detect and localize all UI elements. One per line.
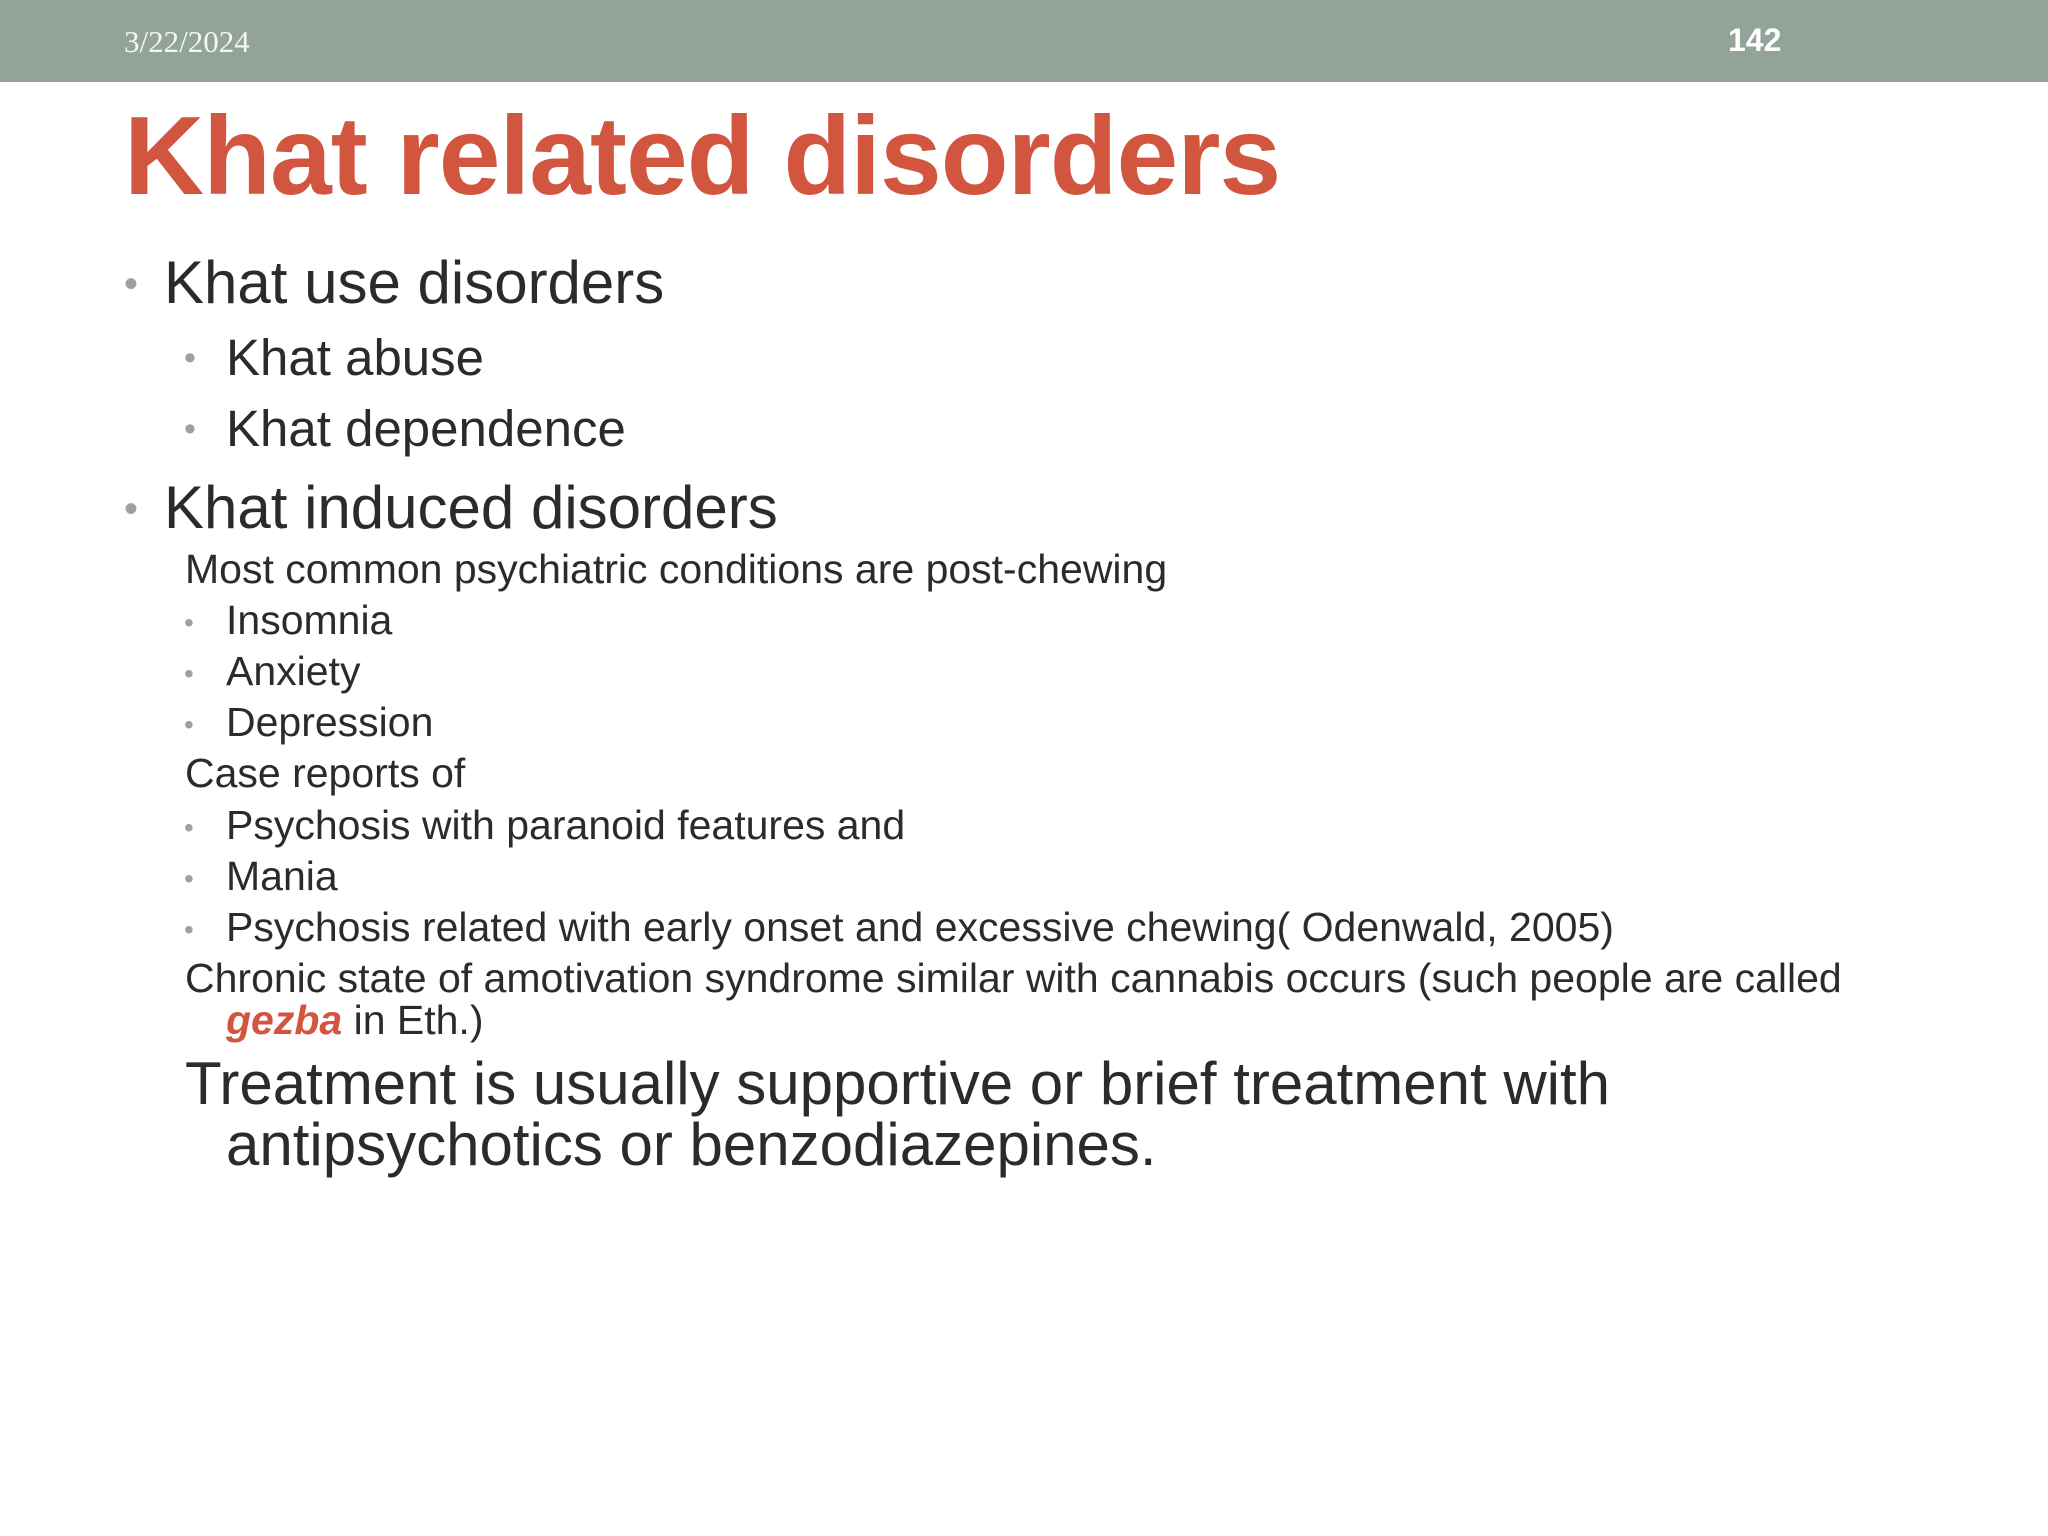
induced-disorders-heading: Khat induced disorders (164, 474, 778, 541)
bullet-dot: • (184, 863, 194, 894)
bullet-dot: • (184, 607, 194, 638)
case-reports-intro: Case reports of (185, 750, 466, 796)
induced-intro-text: Most common psychiatric conditions are post-chewing (185, 546, 1168, 592)
list-item-insomnia: Insomnia (226, 597, 393, 643)
bullet-dot: • (124, 262, 139, 306)
bullet-dot: • (124, 487, 139, 531)
treatment-text-continuation: antipsychotics or benzodiazepines. (226, 1111, 1157, 1178)
bullet-dot: • (184, 709, 194, 740)
gezba-term: gezba (226, 997, 343, 1043)
slide-number: 142 (1728, 22, 1782, 58)
chronic-state-continuation (226, 997, 483, 1044)
slide-title: Khat related disorders (124, 94, 1281, 218)
chronic-state-text: Chronic state of amotivation syndrome similar with cannabis occurs (such people are called (185, 955, 1842, 1001)
treatment-text: Treatment is usually supportive or brief treatment with (185, 1050, 1611, 1117)
bullet-dot: • (184, 914, 194, 945)
chronic-state-suffix: in Eth.) (342, 997, 484, 1043)
list-item-depression: Depression (226, 699, 434, 745)
bullet-dot: • (184, 410, 196, 448)
slide-date: 3/22/2024 (124, 24, 250, 59)
bullet-dot: • (184, 339, 196, 377)
header-bar (0, 0, 2048, 82)
bullet-dot: • (184, 658, 194, 689)
list-item-anxiety: Anxiety (226, 648, 361, 694)
bullet-dot: • (184, 812, 194, 843)
list-item-mania: Mania (226, 853, 338, 899)
list-item-khat-abuse: Khat abuse (226, 329, 485, 386)
use-disorders-heading: Khat use disorders (164, 249, 665, 316)
list-item-psychosis-paranoid: Psychosis with paranoid features and (226, 802, 906, 848)
list-item-khat-dependence: Khat dependence (226, 400, 626, 457)
list-item-psychosis-early-onset: Psychosis related with early onset and excessive chewing( Odenwald, 2005) (226, 904, 1614, 950)
